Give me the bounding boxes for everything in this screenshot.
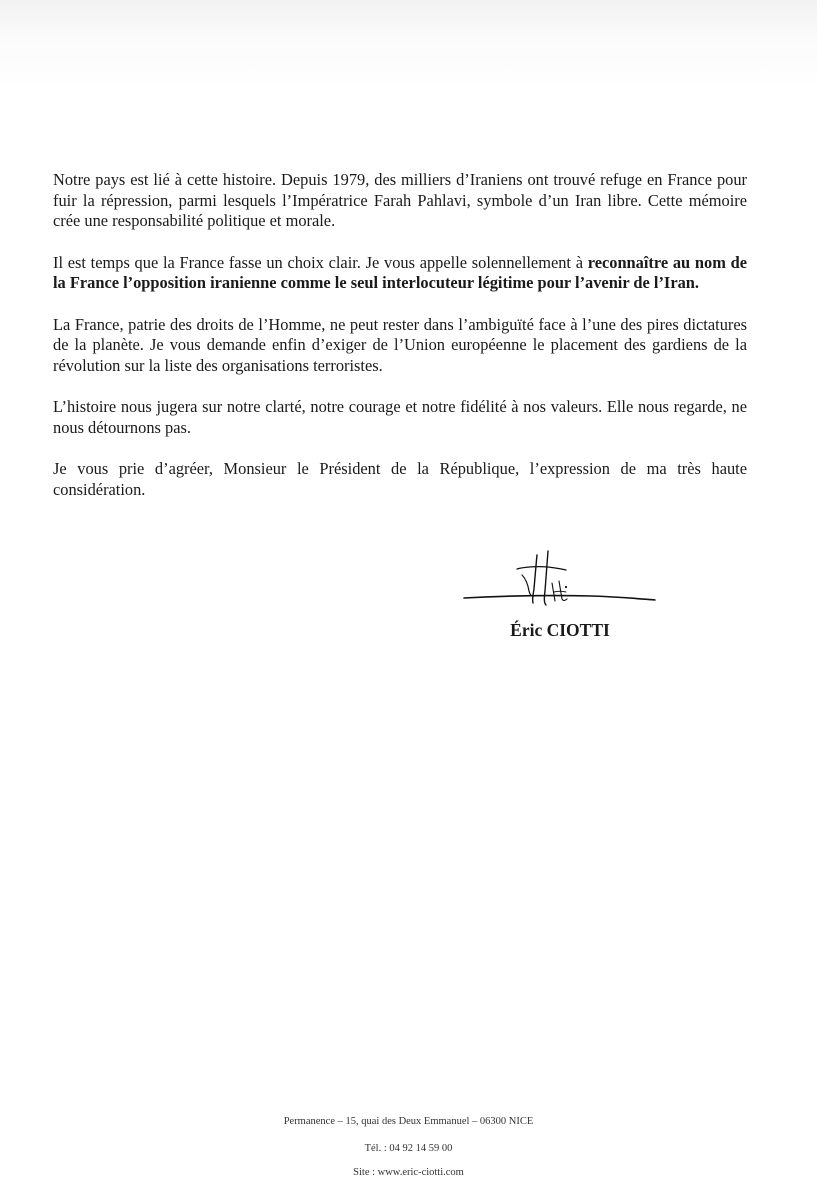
signer-name: Éric CIOTTI (510, 620, 610, 640)
paragraph-call-bold: reconnaître au nom de la France l’opposition iranienne comme le seul interlocuteur légitime pour l’avenir de l’Iran. (53, 252, 747, 292)
paragraph-call-intro: Il est temps que la France fasse un choix clair. Je vous appelle solennellement à (53, 252, 588, 272)
paragraph-call-to-action (53, 253, 747, 294)
paragraph-closing: Je vous prie d’agréer, Monsieur le Président de la République, l’expression de ma très haute considération. (53, 459, 747, 499)
footer-phone: Tél. : 04 92 14 59 00 (364, 1143, 453, 1154)
letter-body (53, 170, 747, 521)
paragraph-human-rights: La France, patrie des droits de l’Homme, ne peut rester dans l’ambiguïté face à l’une des pires dictatures de la planète. Je vous demande enfin d’exiger de l’Union européenne le placement des gardiens de la révolution sur la liste des organisations terroristes. (53, 314, 747, 375)
footer-address: Permanence – 15, quai des Deux Emmanuel – 06300 NICE (283, 1116, 534, 1127)
footer-site: Site : www.eric-ciotti.com (353, 1167, 464, 1178)
handwritten-signature (462, 545, 657, 610)
paragraph-history: Notre pays est lié à cette histoire. Depuis 1979, des milliers d’Iraniens ont trouvé refuge en France pour fuir la répression, parmi lesquels l’Impératrice Farah Pahlavi, symbole d’un Iran libre. Cette mémoire crée une responsabilité politique et morale. (53, 170, 747, 230)
paragraph-judgement: L’histoire nous jugera sur notre clarté, notre courage et notre fidélité à nos valeurs. Elle nous regarde, ne nous détournons pas. (53, 397, 747, 437)
